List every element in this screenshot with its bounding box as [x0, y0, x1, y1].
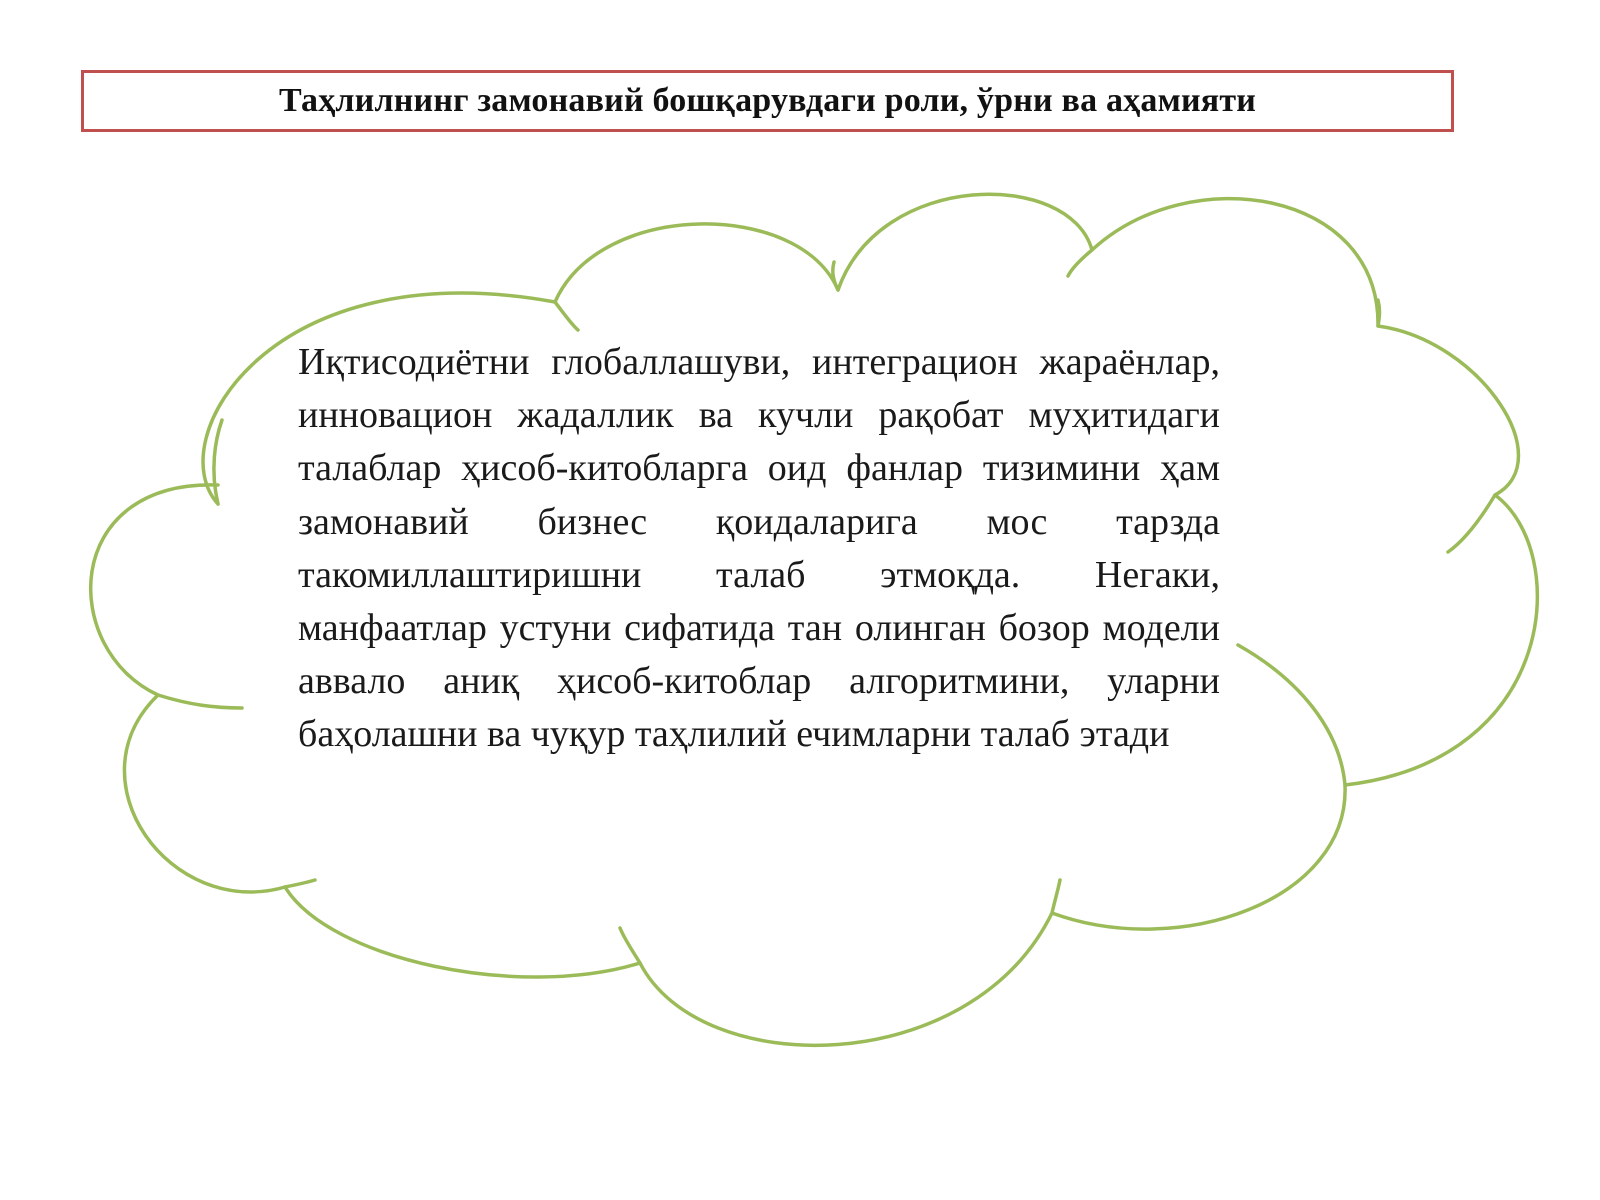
slide-body-text: Иқтисодиётни глобаллашуви, интеграцион жараёнлар, инновацион жадаллик ва кучли рақобат муҳитидаги талаблар ҳисоб-китобларга оид фанлар тизимини ҳам замонавий бизнес қоидаларига мос тарзда такомиллаштиришни талаб этмоқда. Негаки, манфаатлар устуни сифатида тан олинган бозор модели аввало аниқ ҳисоб-китоблар алгоритмини, уларни баҳолашни ва чуқур таҳлилий ечимларни талаб этади: [298, 341, 1220, 756]
slide-title: Таҳлилнинг замонавий бошқарувдаги роли, ўрни ва аҳамияти: [278, 82, 1257, 119]
